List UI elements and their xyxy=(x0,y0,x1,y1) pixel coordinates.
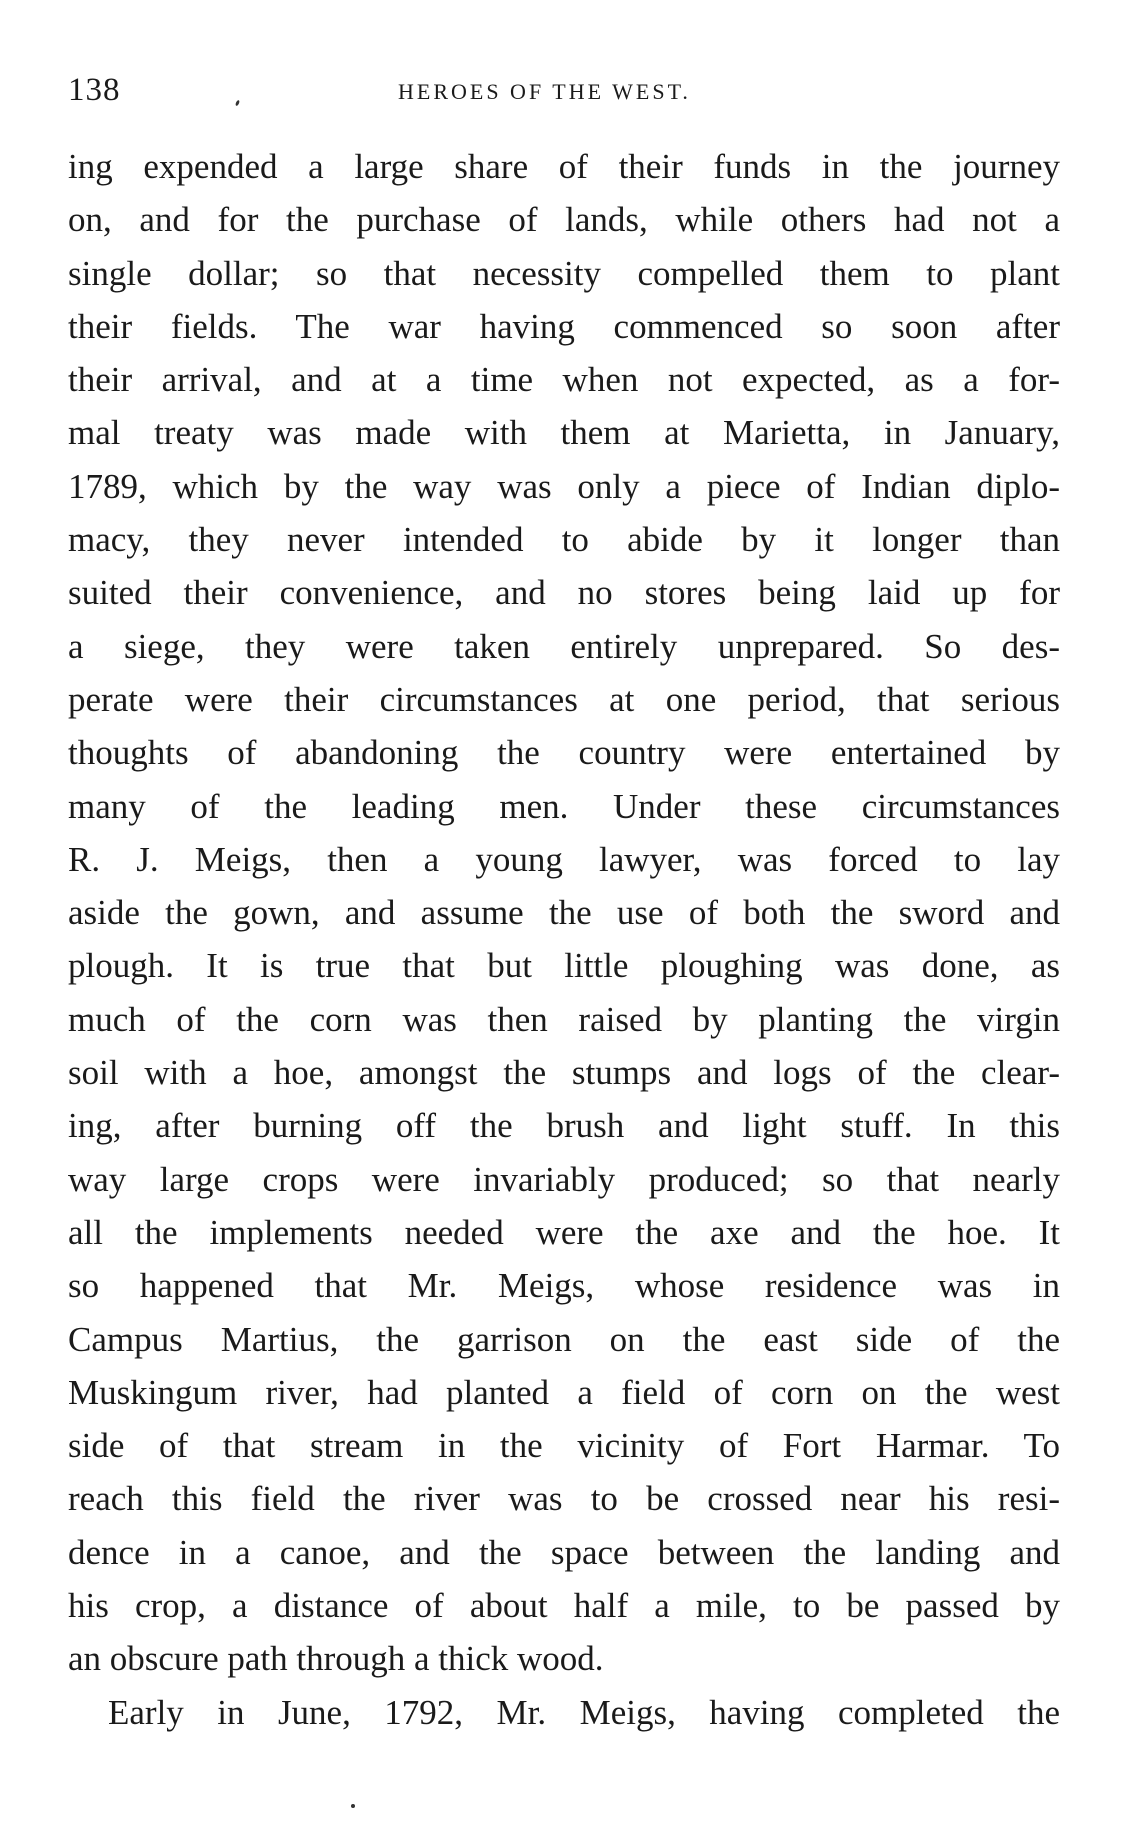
text-line: ing, after burning off the brush and light stuff. In this xyxy=(68,1106,1060,1146)
page-number: 138 xyxy=(68,72,121,108)
text-line: macy, they never intended to abide by it longer than xyxy=(68,520,1060,560)
text-line: all the implements needed were the axe and the hoe. It xyxy=(68,1212,1060,1252)
text-line: their fields. The war having commenced so soon after xyxy=(68,306,1060,346)
text-line: so happened that Mr. Meigs, whose residence was in xyxy=(68,1266,1060,1306)
text-line: mal treaty was made with them at Marietta, in January, xyxy=(68,413,1060,453)
text-line: way large crops were invariably produced; so that nearly xyxy=(68,1159,1060,1199)
text-line: soil with a hoe, amongst the stumps and logs of the clear- xyxy=(68,1053,1060,1093)
text-line: ing expended a large share of their funds in the journey xyxy=(68,147,1060,186)
text-line: reach this field the river was to be crossed near his resi- xyxy=(68,1479,1060,1519)
text-line: aside the gown, and assume the use of both the sword and xyxy=(68,893,1060,933)
text-line: Muskingum river, had planted a field of corn on the west xyxy=(68,1372,1060,1412)
text-line: on, and for the purchase of lands, while others had not a xyxy=(68,200,1060,240)
text-line: his crop, a distance of about half a mile, to be passed by xyxy=(68,1586,1060,1626)
text-line: perate were their circumstances at one period, that serious xyxy=(68,679,1060,719)
paragraph-end-line: an obscure path through a thick wood. xyxy=(68,1639,604,1679)
text-line: thoughts of abandoning the country were entertained by xyxy=(68,733,1060,773)
print-speck xyxy=(351,1804,355,1808)
text-line: much of the corn was then raised by planting the virgin xyxy=(68,999,1060,1039)
text-line: side of that stream in the vicinity of Fort Harmar. To xyxy=(68,1426,1060,1466)
page-header xyxy=(68,72,1060,112)
text-line: a siege, they were taken entirely unprepared. So des- xyxy=(68,626,1060,666)
text-line: Campus Martius, the garrison on the east side of the xyxy=(68,1319,1060,1359)
text-line: single dollar; so that necessity compelled them to plant xyxy=(68,253,1060,293)
running-head: HEROES OF THE WEST. xyxy=(398,79,691,104)
text-line: dence in a canoe, and the space between the landing and xyxy=(68,1532,1060,1572)
text-line: many of the leading men. Under these circumstances xyxy=(68,786,1060,826)
text-line: R. J. Meigs, then a young lawyer, was forced to lay xyxy=(68,839,1060,879)
text-line: 1789, which by the way was only a piece of Indian diplo- xyxy=(68,466,1060,506)
paragraph-start-line: Early in June, 1792, Mr. Meigs, having completed the xyxy=(108,1692,1060,1732)
text-line: plough. It is true that but little ploughing was done, as xyxy=(68,946,1060,986)
text-line: their arrival, and at a time when not expected, as a for- xyxy=(68,360,1060,400)
text-line: suited their convenience, and no stores being laid up for xyxy=(68,573,1060,613)
body-text xyxy=(68,140,1060,1739)
